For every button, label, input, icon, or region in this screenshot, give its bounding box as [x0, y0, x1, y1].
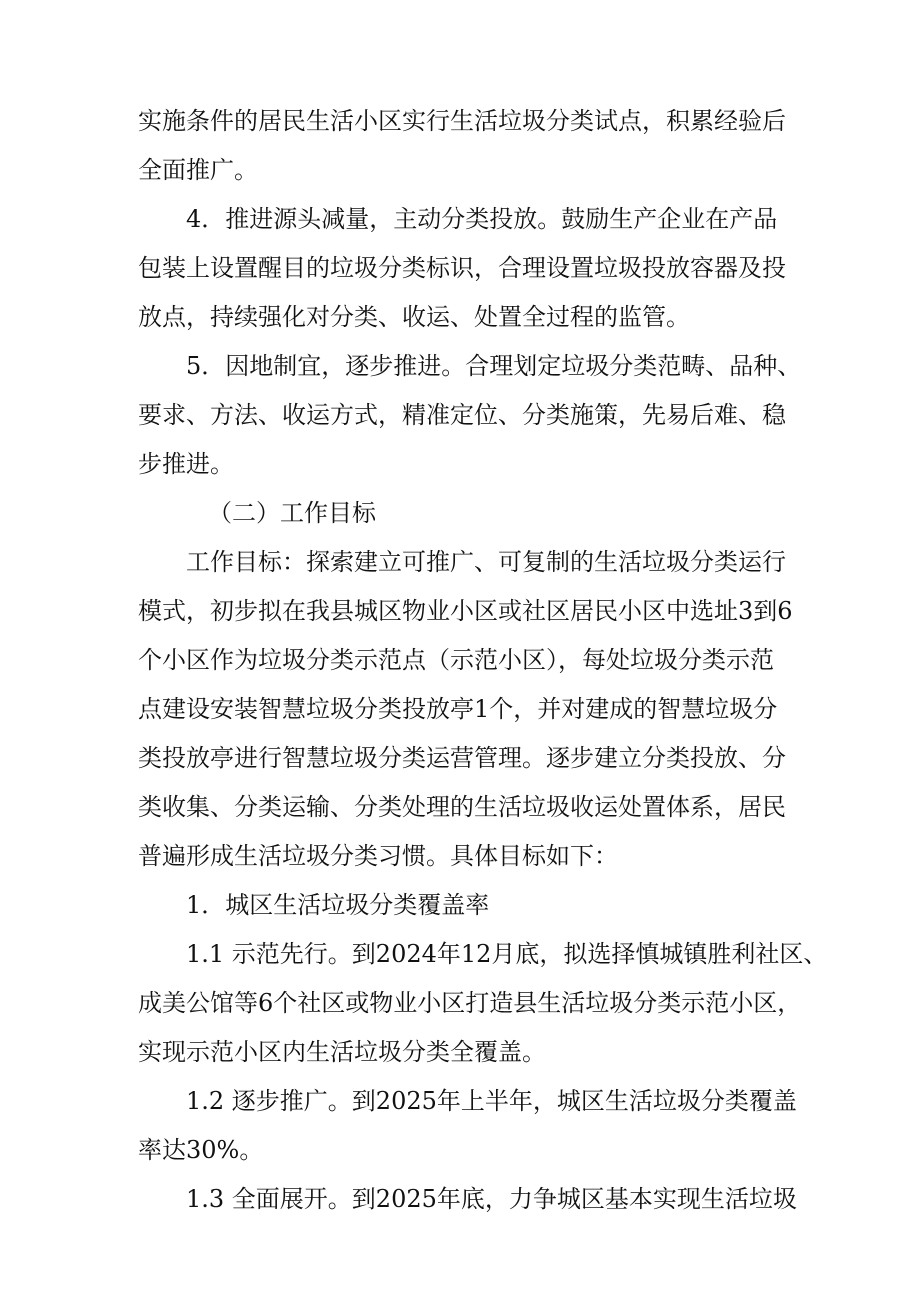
text-line: 要求、方法、收运方式，精准定位、分类施策，先易后难、稳 — [138, 401, 786, 429]
list-item-heading: 4．推进源头减量，主动分类投放。鼓励生产企业在产品 — [186, 205, 778, 233]
sub-item: 1.2 逐步推广。到2025年上半年，城区生活垃圾分类覆盖 — [186, 1087, 797, 1115]
text-line: 实现示范小区内生活垃圾分类全覆盖。 — [138, 1038, 546, 1066]
text-line: 模式，初步拟在我县城区物业小区或社区居民小区中选址3到6 — [138, 597, 793, 625]
text-line: 包装上设置醒目的垃圾分类标识，合理设置垃圾投放容器及投 — [138, 254, 786, 282]
text-line: 实施条件的居民生活小区实行生活垃圾分类试点，积累经验后 — [138, 107, 786, 135]
text-line: 普遍形成生活垃圾分类习惯。具体目标如下： — [138, 842, 618, 870]
text-line: 类投放亭进行智慧垃圾分类运营管理。逐步建立分类投放、分 — [138, 744, 786, 772]
sub-item: 1.1 示范先行。到2024年12月底，拟选择慎城镇胜利社区、 — [186, 940, 828, 968]
sub-item: 1.3 全面展开。到2025年底，力争城区基本实现生活垃圾 — [186, 1185, 797, 1213]
list-item-heading: 1．城区生活垃圾分类覆盖率 — [186, 891, 490, 919]
list-item-heading: 5．因地制宜，逐步推进。合理划定垃圾分类范畴、品种、 — [186, 352, 802, 380]
text-line: 个小区作为垃圾分类示范点（示范小区），每处垃圾分类示范 — [138, 646, 774, 674]
text-line: 步推进。 — [138, 450, 234, 478]
text-line: 成美公馆等6个社区或物业小区打造县生活垃圾分类示范小区， — [138, 989, 802, 1017]
text-line: 工作目标：探索建立可推广、可复制的生活垃圾分类运行 — [186, 548, 786, 576]
text-line: 类收集、分类运输、分类处理的生活垃圾收运处置体系，居民 — [138, 793, 786, 821]
text-line: 放点，持续强化对分类、收运、处置全过程的监管。 — [138, 303, 690, 331]
text-line: 点建设安装智慧垃圾分类投放亭1个，并对建成的智慧垃圾分 — [138, 695, 778, 723]
text-line: 全面推广。 — [138, 156, 258, 184]
text-line: 率达30%。 — [138, 1136, 264, 1164]
section-heading: （二）工作目标 — [208, 499, 376, 527]
